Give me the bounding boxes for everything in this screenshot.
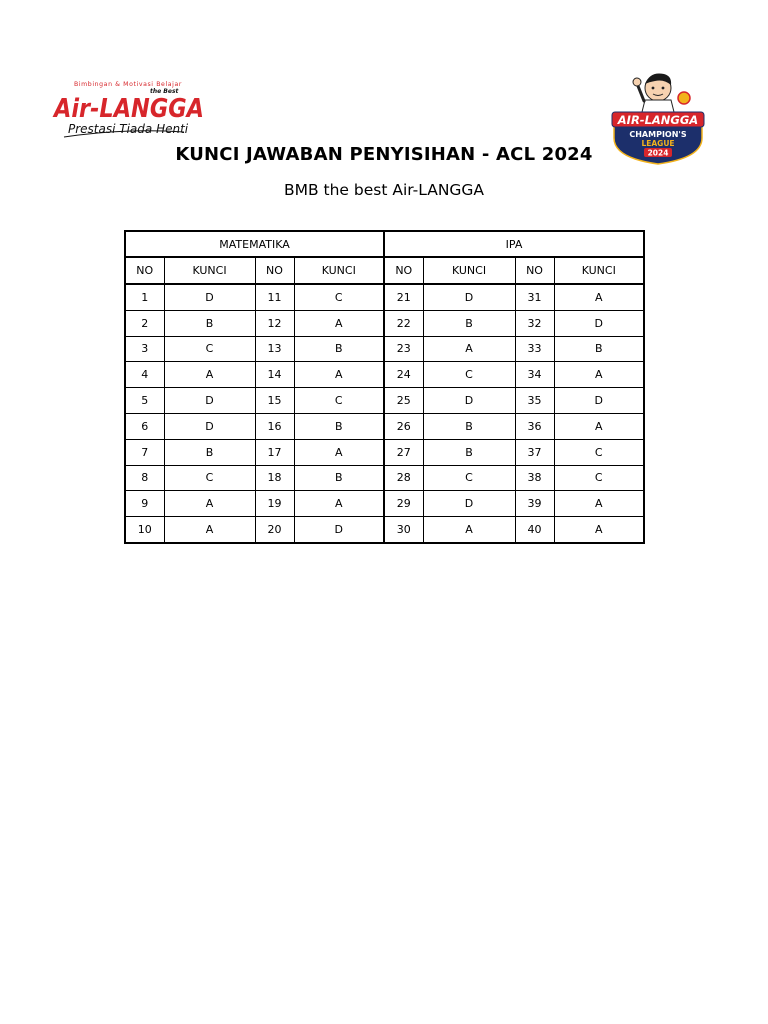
answer-key: D: [164, 388, 255, 414]
question-number: 3: [125, 336, 164, 362]
mascot-icon: [633, 73, 690, 112]
question-number: 35: [515, 388, 554, 414]
question-number: 20: [255, 517, 294, 543]
air-langga-logo: [54, 76, 206, 140]
answer-key: D: [423, 388, 515, 414]
column-header: KUNCI: [423, 257, 515, 284]
question-number: 33: [515, 336, 554, 362]
answer-key: B: [294, 465, 384, 491]
answer-key: B: [294, 413, 384, 439]
question-number: 38: [515, 465, 554, 491]
column-header: NO: [255, 257, 294, 284]
answer-key: C: [294, 388, 384, 414]
table-row: [125, 413, 644, 439]
question-number: 39: [515, 491, 554, 517]
column-header: NO: [384, 257, 423, 284]
question-number: 31: [515, 284, 554, 310]
badge-line1: CHAMPION'S: [629, 130, 687, 139]
answer-key: C: [554, 439, 644, 465]
table-row: [125, 362, 644, 388]
question-number: 14: [255, 362, 294, 388]
question-number: 12: [255, 310, 294, 336]
answer-key: A: [554, 413, 644, 439]
question-number: 4: [125, 362, 164, 388]
answer-key: B: [423, 310, 515, 336]
answer-key: A: [294, 439, 384, 465]
answer-key: A: [423, 336, 515, 362]
question-number: 8: [125, 465, 164, 491]
answer-key: C: [423, 465, 515, 491]
question-number: 23: [384, 336, 423, 362]
badge-name: AIR-LANGGA: [617, 113, 699, 127]
question-number: 5: [125, 388, 164, 414]
answer-key: A: [294, 491, 384, 517]
question-number: 9: [125, 491, 164, 517]
question-number: 10: [125, 517, 164, 543]
answer-key: C: [164, 336, 255, 362]
subject-header-row: [125, 231, 644, 257]
question-number: 13: [255, 336, 294, 362]
table-row: [125, 517, 644, 543]
answer-key-table: [124, 230, 645, 544]
table-row: [125, 388, 644, 414]
question-number: 28: [384, 465, 423, 491]
answer-key: C: [294, 284, 384, 310]
column-header-row: [125, 257, 644, 284]
logo-tagline: Bimbingan & Motivasi Belajar: [74, 81, 183, 88]
answer-key: B: [423, 439, 515, 465]
question-number: 24: [384, 362, 423, 388]
answer-key: A: [164, 491, 255, 517]
answer-key: D: [164, 284, 255, 310]
question-number: 32: [515, 310, 554, 336]
subject-ipa: IPA: [384, 231, 644, 257]
question-number: 18: [255, 465, 294, 491]
table-row: [125, 439, 644, 465]
question-number: 26: [384, 413, 423, 439]
question-number: 19: [255, 491, 294, 517]
question-number: 7: [125, 439, 164, 465]
answer-key: D: [554, 388, 644, 414]
answer-key: A: [164, 517, 255, 543]
logo-name: Air-LANGGA: [52, 94, 204, 124]
answer-key: B: [423, 413, 515, 439]
table-row: [125, 491, 644, 517]
answer-key: B: [164, 439, 255, 465]
column-header: NO: [125, 257, 164, 284]
question-number: 16: [255, 413, 294, 439]
question-number: 29: [384, 491, 423, 517]
question-number: 40: [515, 517, 554, 543]
answer-key: B: [164, 310, 255, 336]
answer-key: B: [294, 336, 384, 362]
page-title: KUNCI JAWABAN PENYISIHAN - ACL 2024: [175, 144, 593, 165]
logo-motto: Prestasi Tiada Henti: [68, 122, 189, 136]
answer-key: A: [554, 284, 644, 310]
question-number: 37: [515, 439, 554, 465]
answer-key: A: [294, 310, 384, 336]
answer-key: A: [164, 362, 255, 388]
question-number: 17: [255, 439, 294, 465]
question-number: 36: [515, 413, 554, 439]
question-number: 27: [384, 439, 423, 465]
question-number: 30: [384, 517, 423, 543]
answer-key: D: [423, 284, 515, 310]
question-number: 25: [384, 388, 423, 414]
answer-key: A: [554, 491, 644, 517]
answer-key: D: [554, 310, 644, 336]
column-header: KUNCI: [294, 257, 384, 284]
column-header: NO: [515, 257, 554, 284]
logo-pre: the Best: [150, 88, 179, 95]
answer-key: B: [554, 336, 644, 362]
answer-key: C: [423, 362, 515, 388]
badge-line2: LEAGUE: [641, 139, 675, 148]
subject-matematika: MATEMATIKA: [125, 231, 384, 257]
question-number: 2: [125, 310, 164, 336]
answer-key: D: [164, 413, 255, 439]
table-row: [125, 465, 644, 491]
page-subtitle: BMB the best Air-LANGGA: [283, 181, 485, 199]
table-row: [125, 310, 644, 336]
badge-year: 2024: [647, 148, 669, 158]
question-number: 21: [384, 284, 423, 310]
question-number: 34: [515, 362, 554, 388]
column-header: KUNCI: [554, 257, 644, 284]
answer-key: A: [294, 362, 384, 388]
answer-key: C: [164, 465, 255, 491]
answer-key: A: [554, 517, 644, 543]
table-row: [125, 336, 644, 362]
answer-key: A: [423, 517, 515, 543]
table-row: [125, 284, 644, 310]
column-header: KUNCI: [164, 257, 255, 284]
question-number: 11: [255, 284, 294, 310]
answer-key: D: [294, 517, 384, 543]
question-number: 15: [255, 388, 294, 414]
answer-key: A: [554, 362, 644, 388]
question-number: 22: [384, 310, 423, 336]
question-number: 6: [125, 413, 164, 439]
question-number: 1: [125, 284, 164, 310]
answer-key: D: [423, 491, 515, 517]
answer-key: C: [554, 465, 644, 491]
